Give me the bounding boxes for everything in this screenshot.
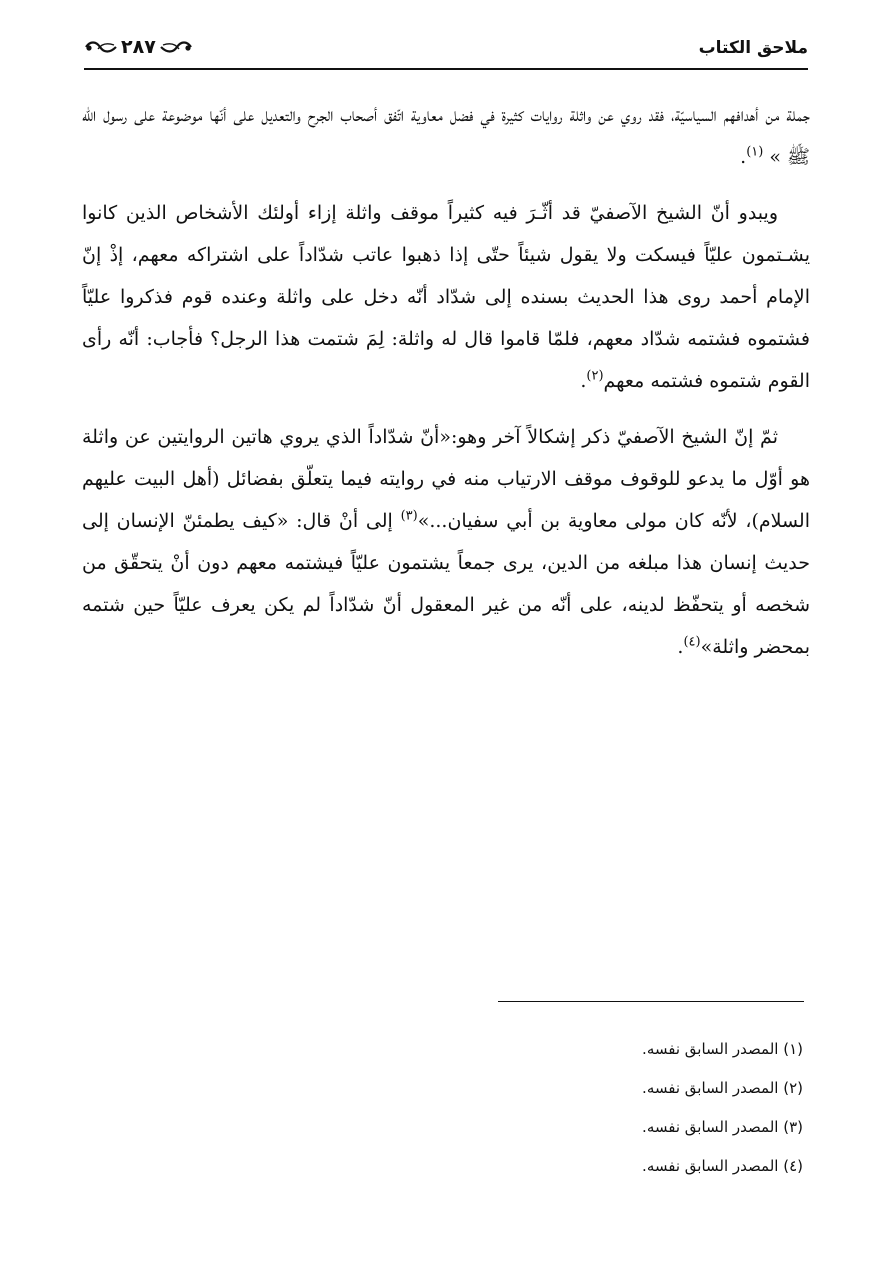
paragraph-3 <box>82 416 810 668</box>
paragraph-3-continuation: إلى أنْ قال: «كيف يطمئنّ الإنسان إلى حديث إنسان هذا مبلغه من الدين، يرى جمعاً يشتمون عليّاً فيشتمه معهم دون أنْ يتحقّق من شخصه أو يتحفّظ لدينه، على أنّه من غير المعقول أنّ شدّاداً لم يكن يعرف عليّاً حين شتمه بمحضر واثلة» <box>82 510 810 658</box>
page-number-block <box>84 34 193 60</box>
paragraph-1-text: جملة من أهدافهم السياسيّة، فقد روي عن واثلة روايات كثيرة في فضل معاوية اتّفق أصحاب الجرح والتعديل على أنّها موضوعة على رسول الله ﷺ » <box>82 104 810 168</box>
footnote-4: (٤) المصدر السابق نفسه. <box>642 1157 803 1175</box>
footnote-3: (٣) المصدر السابق نفسه. <box>642 1118 803 1136</box>
main-text <box>82 94 810 668</box>
page-header <box>84 30 808 72</box>
footnote-1: (١) المصدر السابق نفسه. <box>642 1040 803 1058</box>
paragraph-2-end: . <box>580 370 587 392</box>
paragraph-3-end: . <box>677 636 684 658</box>
footnote-divider <box>498 1001 804 1002</box>
footnotes <box>403 1030 803 1186</box>
paragraph-2 <box>82 192 810 402</box>
right-ornament-icon <box>159 40 193 54</box>
footnote-ref-1: (١) <box>746 144 764 160</box>
page-number: ٢٨٧ <box>121 36 156 58</box>
footnote-ref-3: (٣) <box>400 508 418 524</box>
footnote-2: (٢) المصدر السابق نفسه. <box>642 1079 803 1097</box>
paragraph-3-text: ثمّ إنّ الشيخ الآصفيّ ذكر إشكالاً آخر وهو:«أنّ شدّاداً الذي يروي هاتين الروايتين عن واثلة هو أوّل ما يدعو للوقوف موقف الارتياب منه في روايته فيما يتعلّق بفضائل (أهل البيت عليهم السلام)، لأنّه كان مولى معاوية بن أبي سفيان...» <box>82 426 810 532</box>
footnote-ref-4: (٤) <box>683 634 701 650</box>
paragraph-1-end: . <box>740 146 747 168</box>
footnote-ref-2: (٢) <box>586 368 604 384</box>
chapter-title: ملاحق الكتاب <box>698 38 808 58</box>
paragraph-2-text: ويبدو أنّ الشيخ الآصفيّ قد أثّـرَ فيه كثيراً موقف واثلة إزاء أولئك الأشخاص الذين كانوا يشـتمون عليّاً فيسكت ولا يقول شيئاً حتّى إذا ذهبوا عاتب شدّاداً على اشتراكه معهم، إذْ إنّ الإمام أحمد روى هذا الحديث بسنده إلى شدّاد أنّه دخل على واثلة وعنده قوم فذكروا عليّاً فشتموه فشتمه شدّاد معهم، فلمّا قاموا قال له واثلة: لِمَ شتمت هذا الرجل؟ فأجاب: أنّه رأى القوم شتموه فشتمه معهم <box>82 202 810 392</box>
paragraph-1 <box>82 94 810 178</box>
header-divider <box>84 68 808 70</box>
left-ornament-icon <box>84 40 118 54</box>
